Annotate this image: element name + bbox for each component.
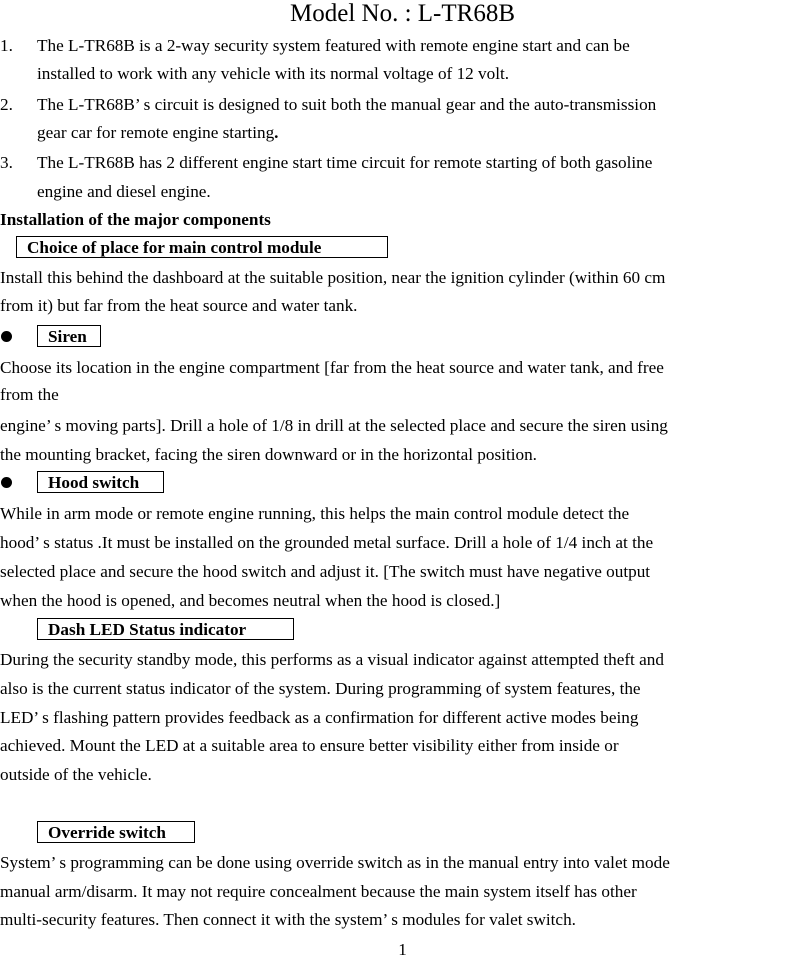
page-number: 1 [398, 940, 407, 959]
siren-text: Choose its location in the engine compartment [far from the heat source and water tank, and free [0, 358, 664, 377]
page-title: Model No. : L-TR68B [290, 0, 515, 27]
dash-led-text: LED’ s flashing pattern provides feedback as a confirmation for different active modes being [0, 708, 639, 727]
list-item-line: The L-TR68B is a 2-way security system featured with remote engine start and can be [37, 36, 630, 55]
override-switch-text: System’ s programming can be done using override switch as in the manual entry into valet mode [0, 853, 670, 872]
list-item-line: engine and diesel engine. [37, 182, 211, 201]
hood-switch-text: selected place and secure the hood switch and adjust it. [The switch must have negative output [0, 562, 651, 581]
list-number: 2. [0, 95, 13, 114]
override-switch-text: multi-security features. Then connect it with the system’ s modules for valet switch. [0, 910, 576, 929]
hood-switch-text: hood’ s status .It must be installed on the grounded metal surface. Drill a hole of 1/4 inch at the [0, 533, 654, 552]
override-switch-label-box: Override switch [37, 821, 195, 843]
list-item-line: The L-TR68B has 2 different engine start time circuit for remote starting of both gasoline [37, 153, 653, 172]
dash-led-text: During the security standby mode, this performs as a visual indicator against attempted theft and [0, 650, 664, 669]
list-item-line [37, 123, 278, 143]
dash-led-text: outside of the vehicle. [0, 765, 152, 784]
dash-led-text: also is the current status indicator of the system. During programming of system features, the [0, 679, 641, 698]
hood-switch-text: While in arm mode or remote engine running, this helps the main control module detect the [0, 504, 630, 523]
siren-text: engine’ s moving parts]. Drill a hole of 1/8 in drill at the selected place and secure the siren using [0, 416, 668, 435]
list-item-text: gear car for remote engine starting [37, 123, 275, 142]
bold-period: . [274, 123, 279, 142]
siren-text: from the [0, 385, 59, 404]
override-switch-text: manual arm/disarm. It may not require concealment because the main system itself has other [0, 882, 637, 901]
list-number: 3. [0, 153, 13, 172]
list-item-line: The L-TR68B’ s circuit is designed to suit both the manual gear and the auto-transmission [37, 95, 657, 114]
main-control-text: from it) but far from the heat source and water tank. [0, 296, 358, 315]
section-heading: Installation of the major components [0, 210, 271, 229]
bullet-icon [1, 477, 12, 488]
main-control-label-box: Choice of place for main control module [16, 236, 388, 258]
list-item-line: installed to work with any vehicle with its normal voltage of 12 volt. [37, 64, 510, 83]
hood-switch-text: when the hood is opened, and becomes neutral when the hood is closed.] [0, 591, 501, 610]
main-control-text: Install this behind the dashboard at the suitable position, near the ignition cylinder (within 60 cm [0, 268, 666, 287]
dash-led-text: achieved. Mount the LED at a suitable area to ensure better visibility either from inside or [0, 736, 619, 755]
siren-text: the mounting bracket, facing the siren downward or in the horizontal position. [0, 445, 537, 464]
hood-switch-label-box: Hood switch [37, 471, 164, 493]
list-number: 1. [0, 36, 13, 55]
bullet-icon [1, 331, 12, 342]
siren-label-box: Siren [37, 325, 101, 347]
dash-led-label-box: Dash LED Status indicator [37, 618, 294, 640]
